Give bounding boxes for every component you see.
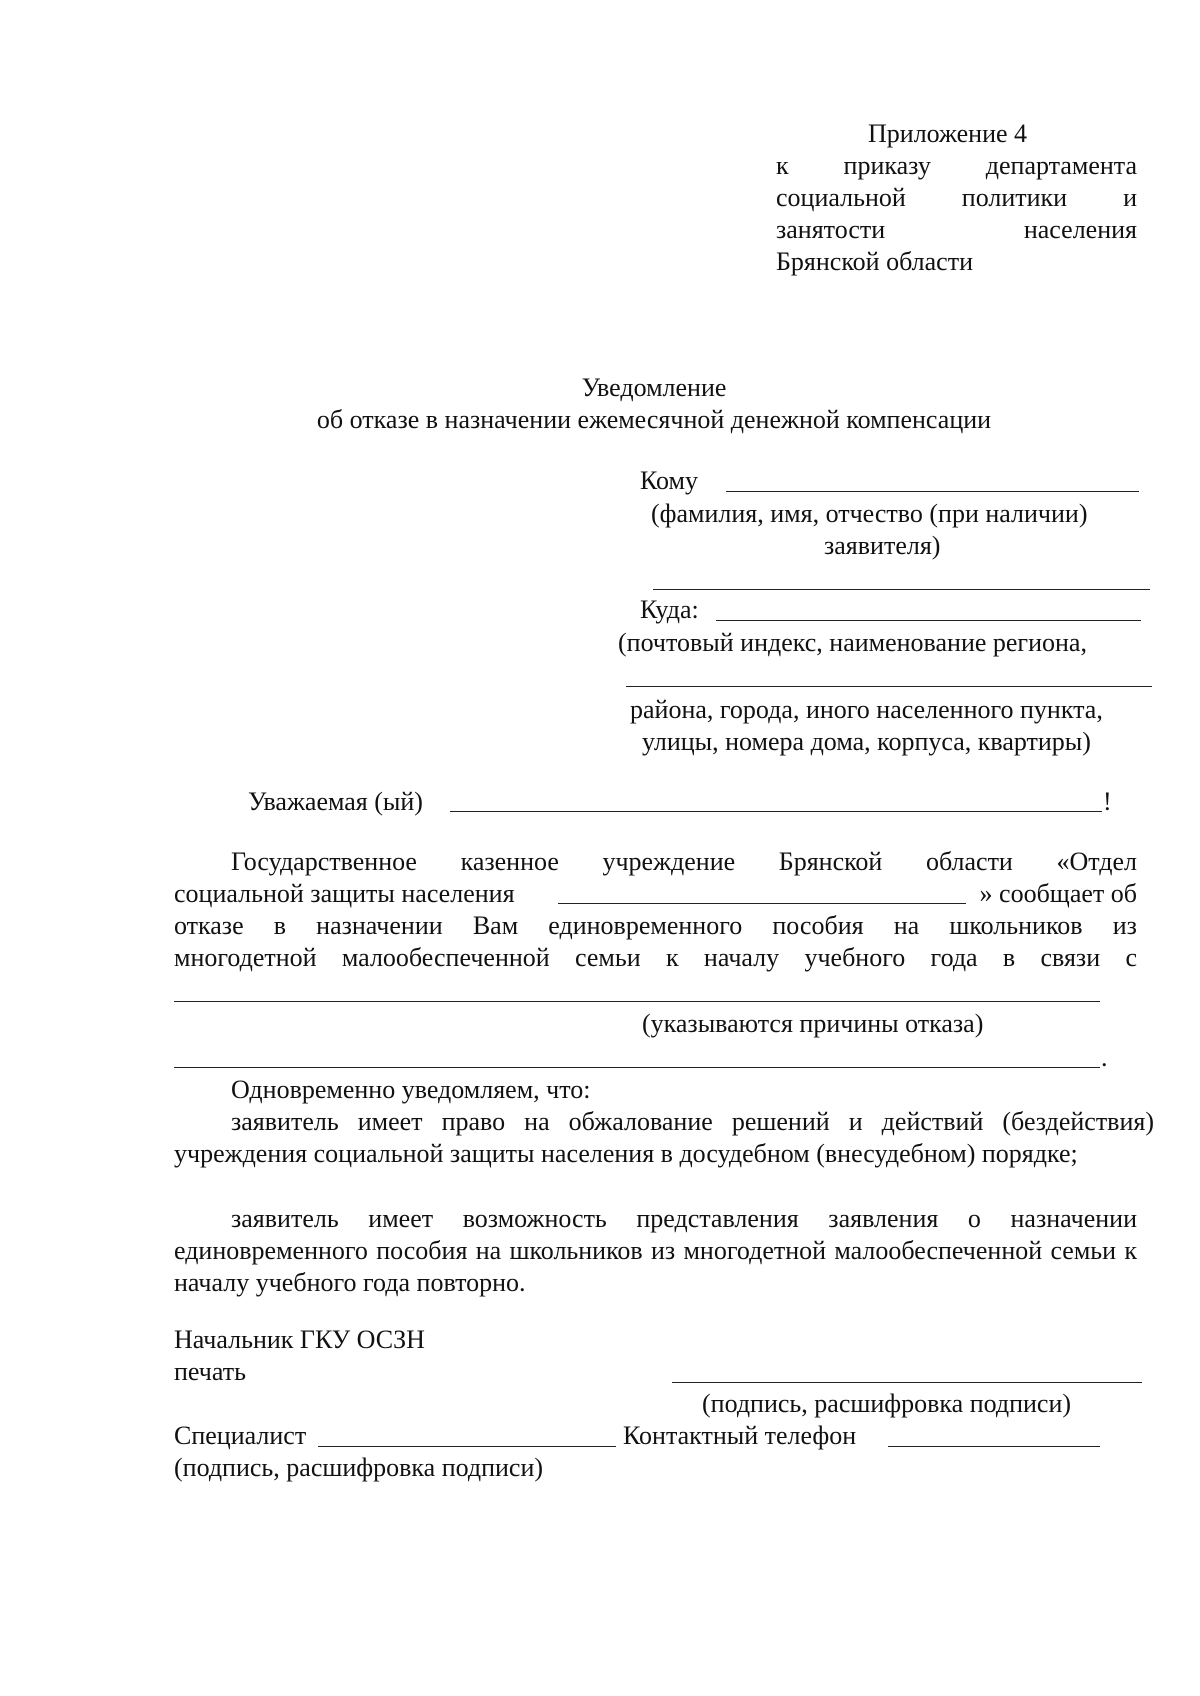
body-p3: заявитель имеет право на обжалование решений и действий (бездействия) учреждения социальной защиты населения в досудебном (внесудебном) порядке;: [174, 1107, 1154, 1168]
greeting-end: !: [1103, 787, 1112, 816]
appendix-line-2: социальной политики и: [776, 183, 1137, 212]
where-line[interactable]: [716, 620, 1141, 621]
body-p1-line-1: Государственное казенное учреждение Брянской области «Отдел: [231, 847, 1137, 876]
greeting-label: Уважаемая (ый): [248, 787, 423, 816]
phone-line[interactable]: [888, 1446, 1100, 1447]
where-line-2[interactable]: [626, 686, 1152, 687]
specialist-signature-hint: (подпись, расшифровка подписи): [174, 1453, 544, 1482]
stamp-label: печать: [174, 1357, 246, 1386]
to-hint-2: заявителя): [824, 531, 941, 560]
specialist-signature-line[interactable]: [318, 1446, 616, 1447]
document-subtitle: об отказе в назначении ежемесячной денежной компенсации: [316, 405, 992, 434]
body-p1-line-3: отказе в назначении Вам единовременного пособия на школьников из: [174, 911, 1137, 940]
to-line-2[interactable]: [653, 589, 1150, 590]
where-hint: (почтовый индекс, наименование региона,: [618, 628, 1087, 657]
department-line[interactable]: [558, 903, 966, 904]
reason-hint: (указываются причины отказа): [642, 1009, 984, 1038]
to-hint: (фамилия, имя, отчество (при наличии): [651, 499, 1088, 528]
appendix-line-4: Брянской области: [776, 247, 973, 276]
reason-line-2[interactable]: [174, 1067, 1100, 1068]
head-signature-hint: (подпись, расшифровка подписи): [702, 1389, 1072, 1418]
body-p1-line-4: многодетной малообеспеченной семьи к началу учебного года в связи с: [174, 943, 1137, 972]
where-hint-2: района, города, иного населенного пункта,: [630, 695, 1103, 724]
reason-line[interactable]: [174, 1001, 1100, 1002]
appendix-title: Приложение 4: [868, 119, 1028, 148]
body-p2: Одновременно уведомляем, что:: [231, 1075, 591, 1104]
where-label: Куда:: [640, 595, 699, 624]
body-p1-line-2-start: социальной защиты населения: [174, 879, 515, 908]
appendix-text: [776, 150, 1137, 278]
phone-label: Контактный телефон: [623, 1421, 857, 1450]
appendix-line-3: занятости населения: [776, 215, 1137, 244]
appendix-line-1: к приказу департамента: [776, 151, 1137, 180]
document-title: Уведомление: [581, 373, 727, 402]
head-signature-line[interactable]: [672, 1382, 1142, 1383]
to-line[interactable]: [726, 491, 1139, 492]
specialist-label: Специалист: [174, 1421, 307, 1450]
reason-period: .: [1101, 1043, 1108, 1072]
where-hint-3: улицы, номера дома, корпуса, квартиры): [642, 727, 1091, 756]
head-title: Начальник ГКУ ОСЗН: [174, 1325, 425, 1354]
greeting-line[interactable]: [450, 811, 1102, 812]
to-label: Кому: [640, 466, 699, 495]
body-p1-line-2-end: » сообщает об: [979, 879, 1137, 908]
body-p4: заявитель имеет возможность представления заявления о назначении единовременного пособия на школьников из многодетной малообеспеченной семьи к началу учебного года повторно.: [174, 1204, 1137, 1297]
